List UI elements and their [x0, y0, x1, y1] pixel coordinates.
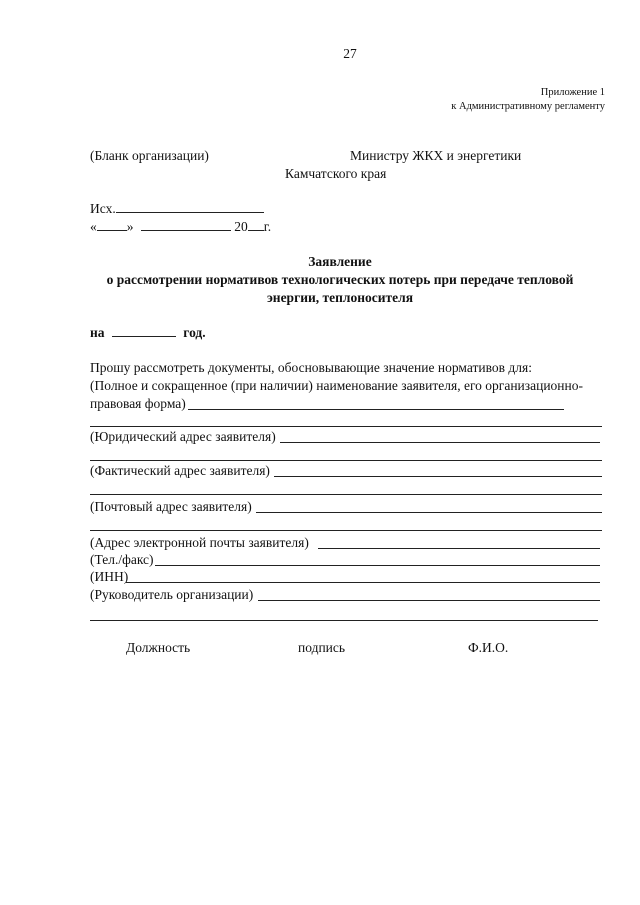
- period-year-blank: [112, 324, 176, 337]
- actual-address-blank: [274, 476, 602, 477]
- date-year-blank: [248, 218, 264, 231]
- title-line-3: энергии, теплоносителя: [266, 290, 414, 305]
- director-blank: [258, 600, 600, 601]
- blank-line: [90, 426, 602, 427]
- director-label: (Руководитель организации): [90, 587, 254, 602]
- phone-fax-blank: [155, 565, 600, 566]
- appendix-line-2: к Административному регламенту: [451, 101, 605, 112]
- email-blank: [318, 548, 600, 549]
- signature-fullname-label: Ф.И.О.: [468, 640, 509, 655]
- date-year-prefix: 20: [234, 219, 248, 234]
- date-quote-open: «: [90, 219, 97, 234]
- blank-line: [90, 494, 602, 495]
- outgoing-ref-row: [90, 200, 264, 217]
- title-line-2: о рассмотрении нормативов технологических потерь при передаче тепловой: [106, 272, 574, 287]
- date-day-blank: [97, 218, 127, 231]
- blank-line: [90, 530, 602, 531]
- name-line-1: (Полное и сокращенное (при наличии) наименование заявителя, его организационно-: [90, 378, 583, 393]
- inn-label: (ИНН): [90, 569, 129, 584]
- signature-sign-label: подпись: [298, 640, 346, 655]
- outgoing-date-row: [90, 218, 271, 235]
- date-quote-close: »: [126, 219, 134, 234]
- appendix-line-1: Приложение 1: [540, 87, 605, 98]
- email-label: (Адрес электронной почты заявителя): [90, 535, 309, 550]
- legal-address-blank: [280, 442, 600, 443]
- title-line-1: Заявление: [308, 254, 372, 269]
- page-number: 27: [343, 46, 357, 61]
- postal-address-blank: [256, 512, 602, 513]
- legal-address-label: (Юридический адрес заявителя): [90, 429, 276, 444]
- addressee-line-2: Камчатского края: [285, 166, 387, 181]
- signature-position-label: Должность: [126, 640, 191, 655]
- blank-line: [90, 460, 602, 461]
- period-prefix: на: [90, 325, 105, 340]
- period-row: [90, 324, 206, 341]
- name-blank-line: [188, 409, 564, 410]
- phone-fax-label: (Тел./факс): [90, 552, 154, 567]
- postal-address-label: (Почтовый адрес заявителя): [90, 499, 252, 514]
- period-suffix: год.: [183, 325, 206, 340]
- actual-address-label: (Фактический адрес заявителя): [90, 463, 270, 478]
- outgoing-ref-label: Исх.: [90, 201, 116, 216]
- date-month-blank: [141, 218, 231, 231]
- name-line-2: правовая форма): [90, 396, 186, 411]
- body-intro: Прошу рассмотреть документы, обосновывающие значение нормативов для:: [90, 360, 532, 375]
- inn-blank: [126, 582, 600, 583]
- outgoing-ref-blank: [116, 200, 264, 213]
- addressee-line-1: Министру ЖКХ и энергетики: [350, 148, 522, 163]
- date-year-suffix: г.: [263, 219, 272, 234]
- org-blank-label: (Бланк организации): [90, 148, 209, 163]
- blank-line: [90, 620, 598, 621]
